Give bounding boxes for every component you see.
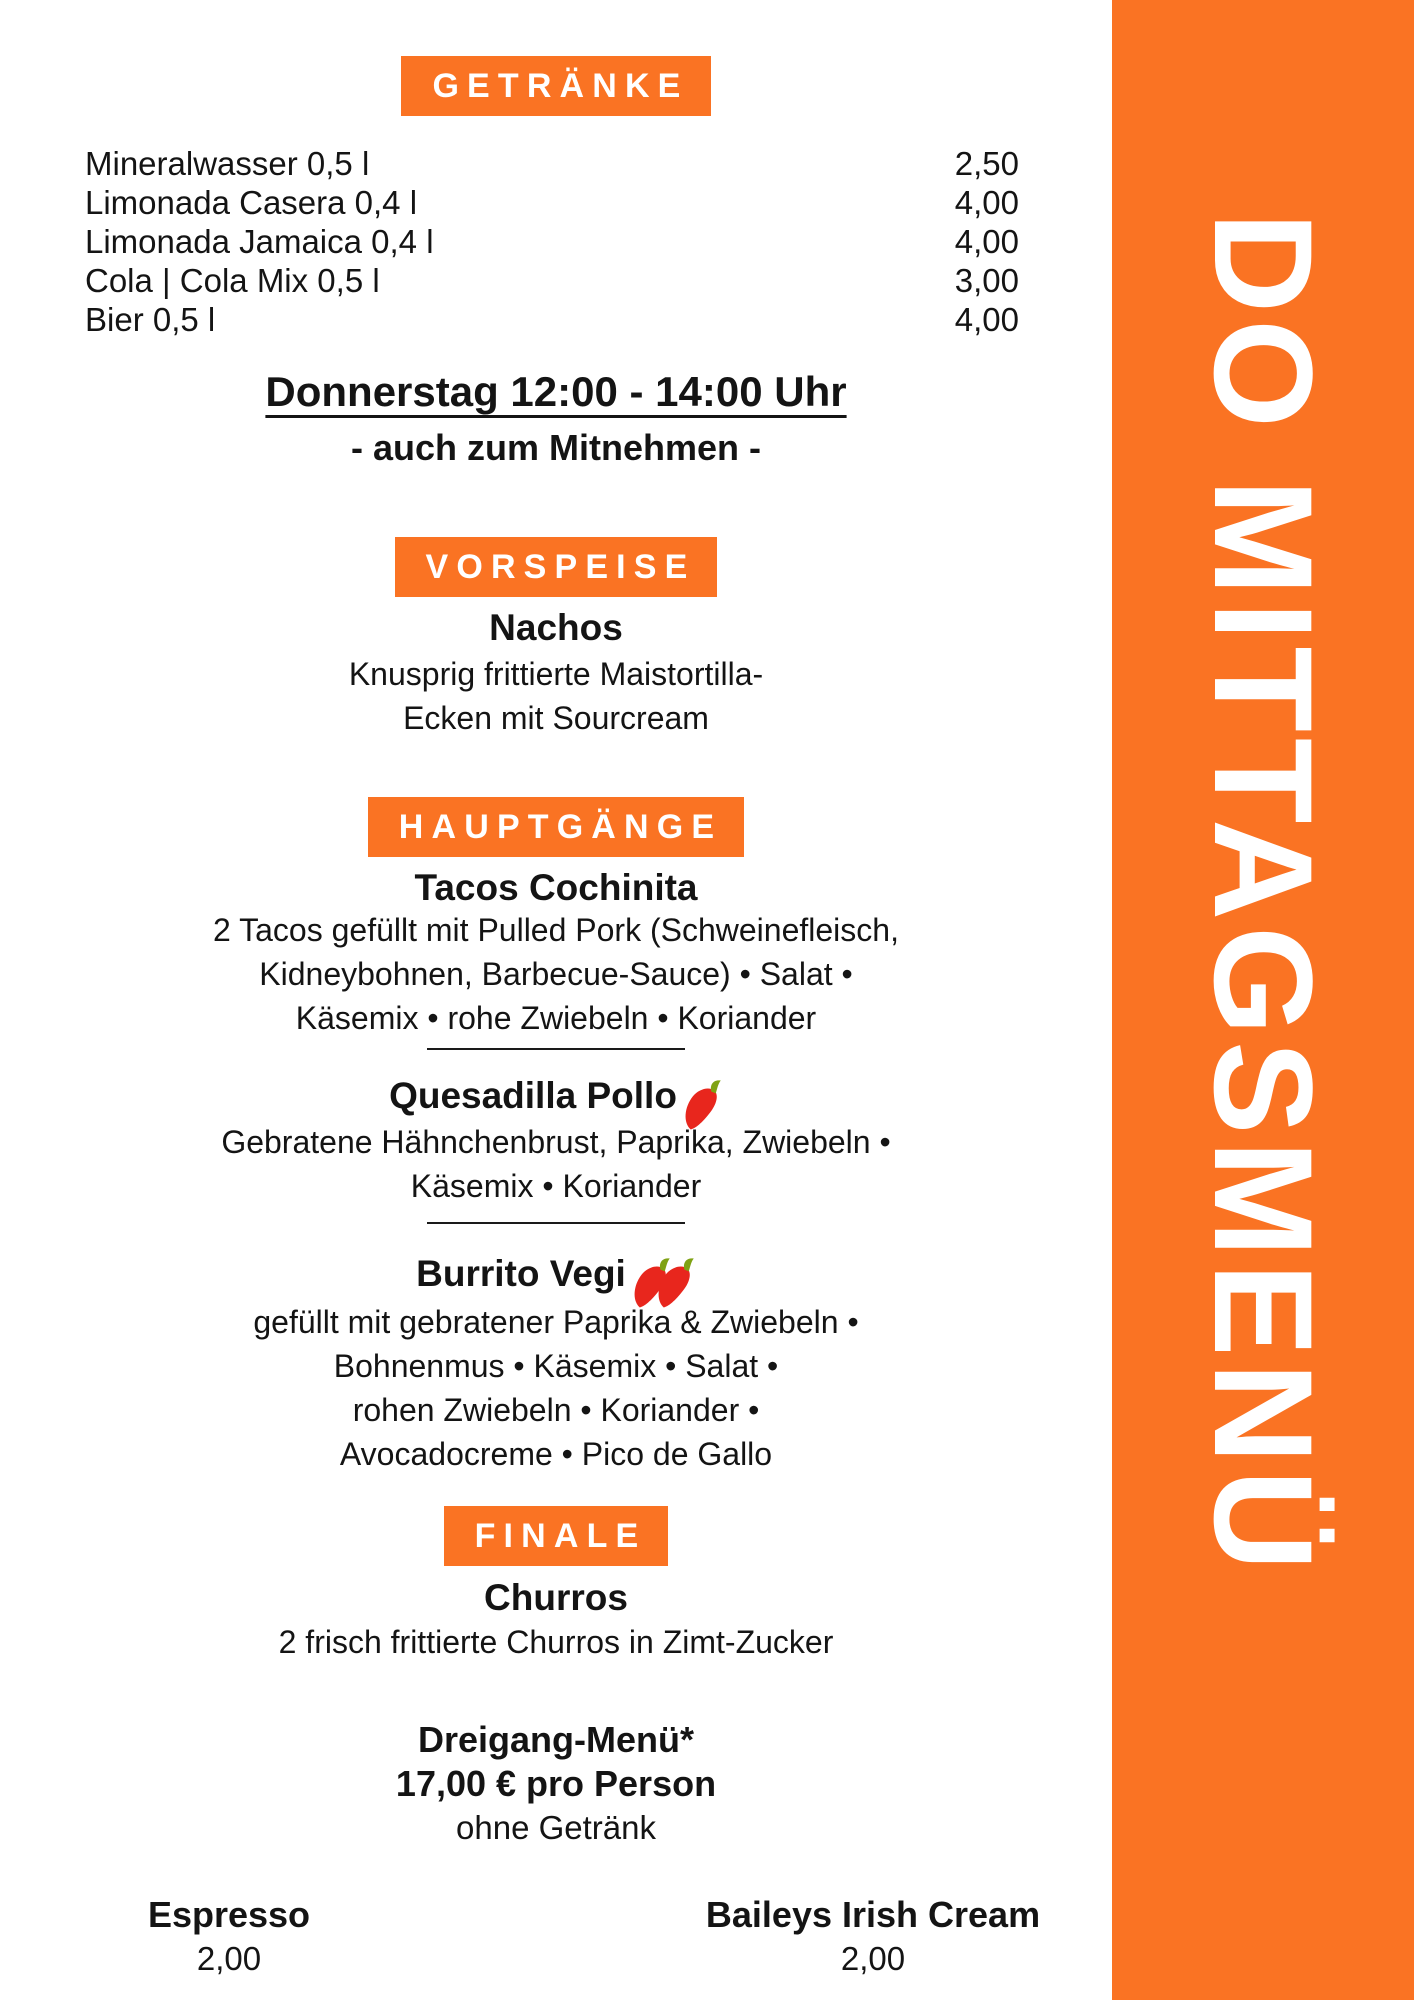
footer-item-name: Espresso [147,1894,311,1935]
schedule-title [0,366,1112,418]
dish-name-quesadilla-pollo [0,1072,1112,1126]
drinks-section [0,56,1112,116]
drink-name: Mineralwasser 0,5 l [85,145,370,182]
desc-line: Käsemix • Koriander [410,1168,702,1204]
schedule-subtitle: - auch zum Mitnehmen - [350,427,761,468]
starter-section [0,537,1112,597]
offer-price: 17,00 € pro Person [395,1763,717,1804]
dish-desc-burrito-vegi [0,1300,1112,1476]
drink-row [85,183,1019,222]
desc-line: 2 Tacos gefüllt mit Pulled Pork (Schweinefleisch, [213,912,899,948]
drink-row [85,222,1019,261]
footer-item-espresso [79,1893,379,1981]
offer-title: Dreigang-Menü* [417,1719,694,1760]
drink-name: Limonada Casera 0,4 l [85,184,418,221]
desc-line: Bohnenmus • Käsemix • Salat • [333,1348,779,1384]
desc-line: Käsemix • rohe Zwiebeln • Koriander [295,1000,817,1036]
drink-row [85,144,1019,183]
dish-desc-quesadilla-pollo [0,1120,1112,1208]
dessert-header-box [444,1506,669,1566]
drink-row [85,261,1019,300]
drinks-list [85,144,1019,339]
dessert-section [0,1506,1112,1566]
drinks-header-label: GETRÄNKE [432,67,689,105]
dish-name-churros: Churros [484,1577,628,1618]
mains-header-box [368,797,744,857]
set-menu-offer [0,1718,1112,1850]
drink-name: Bier 0,5 l [85,301,216,338]
dish-divider [427,1048,685,1050]
drink-price: 3,00 [954,262,1019,299]
footer-item-price: 2,00 [840,1940,906,1977]
dish-desc-churros: 2 frisch frittierte Churros in Zimt-Zucker [278,1624,834,1660]
desc-line: gefüllt mit gebratener Paprika & Zwiebeln • [253,1304,859,1340]
desc-line: Avocadocreme • Pico de Gallo [339,1436,773,1472]
dish-name-nachos: Nachos [489,607,623,648]
sidebar-banner [1112,0,1414,2000]
dish-name-text: Quesadilla Pollo [389,1075,677,1116]
offer-note: ohne Getränk [456,1809,656,1846]
starter-header-label: VORSPEISE [425,548,696,586]
desc-line: Ecken mit Sourcream [403,700,709,736]
drink-row [85,300,1019,339]
drink-price: 4,00 [954,301,1019,338]
footer-item-price: 2,00 [196,1940,262,1977]
drink-name: Limonada Jamaica 0,4 l [85,223,434,260]
drink-price: 2,50 [954,145,1019,182]
dessert-header-label: FINALE [474,1517,647,1555]
drinks-header-box [401,56,710,116]
sidebar-vertical-title: DO MITTAGSMENÜ [1185,212,1342,1577]
drink-price: 4,00 [954,184,1019,221]
drink-price: 4,00 [954,223,1019,260]
footer-item-baileys [663,1893,1083,1981]
desc-line: Knusprig frittierte Maistortilla- [348,656,764,692]
dish-desc-nachos [0,652,1112,740]
dish-desc-tacos-cochinita [0,908,1112,1040]
mains-section [0,797,1112,857]
desc-line: rohen Zwiebeln • Koriander • [352,1392,760,1428]
mains-header-label: HAUPTGÄNGE [398,808,723,846]
dish-divider [427,1222,685,1224]
dish-name-burrito-vegi [0,1250,1112,1304]
dish-name-text: Burrito Vegi [416,1253,626,1294]
drink-name: Cola | Cola Mix 0,5 l [85,262,380,299]
dish-name-tacos-cochinita: Tacos Cochinita [414,867,698,908]
schedule-title-text: Donnerstag 12:00 - 14:00 Uhr [265,368,847,415]
desc-line: Gebratene Hähnchenbrust, Paprika, Zwiebeln • [221,1124,891,1160]
starter-header-box [395,537,718,597]
desc-line: Kidneybohnen, Barbecue-Sauce) • Salat • [259,956,853,992]
footer-item-name: Baileys Irish Cream [705,1894,1041,1935]
